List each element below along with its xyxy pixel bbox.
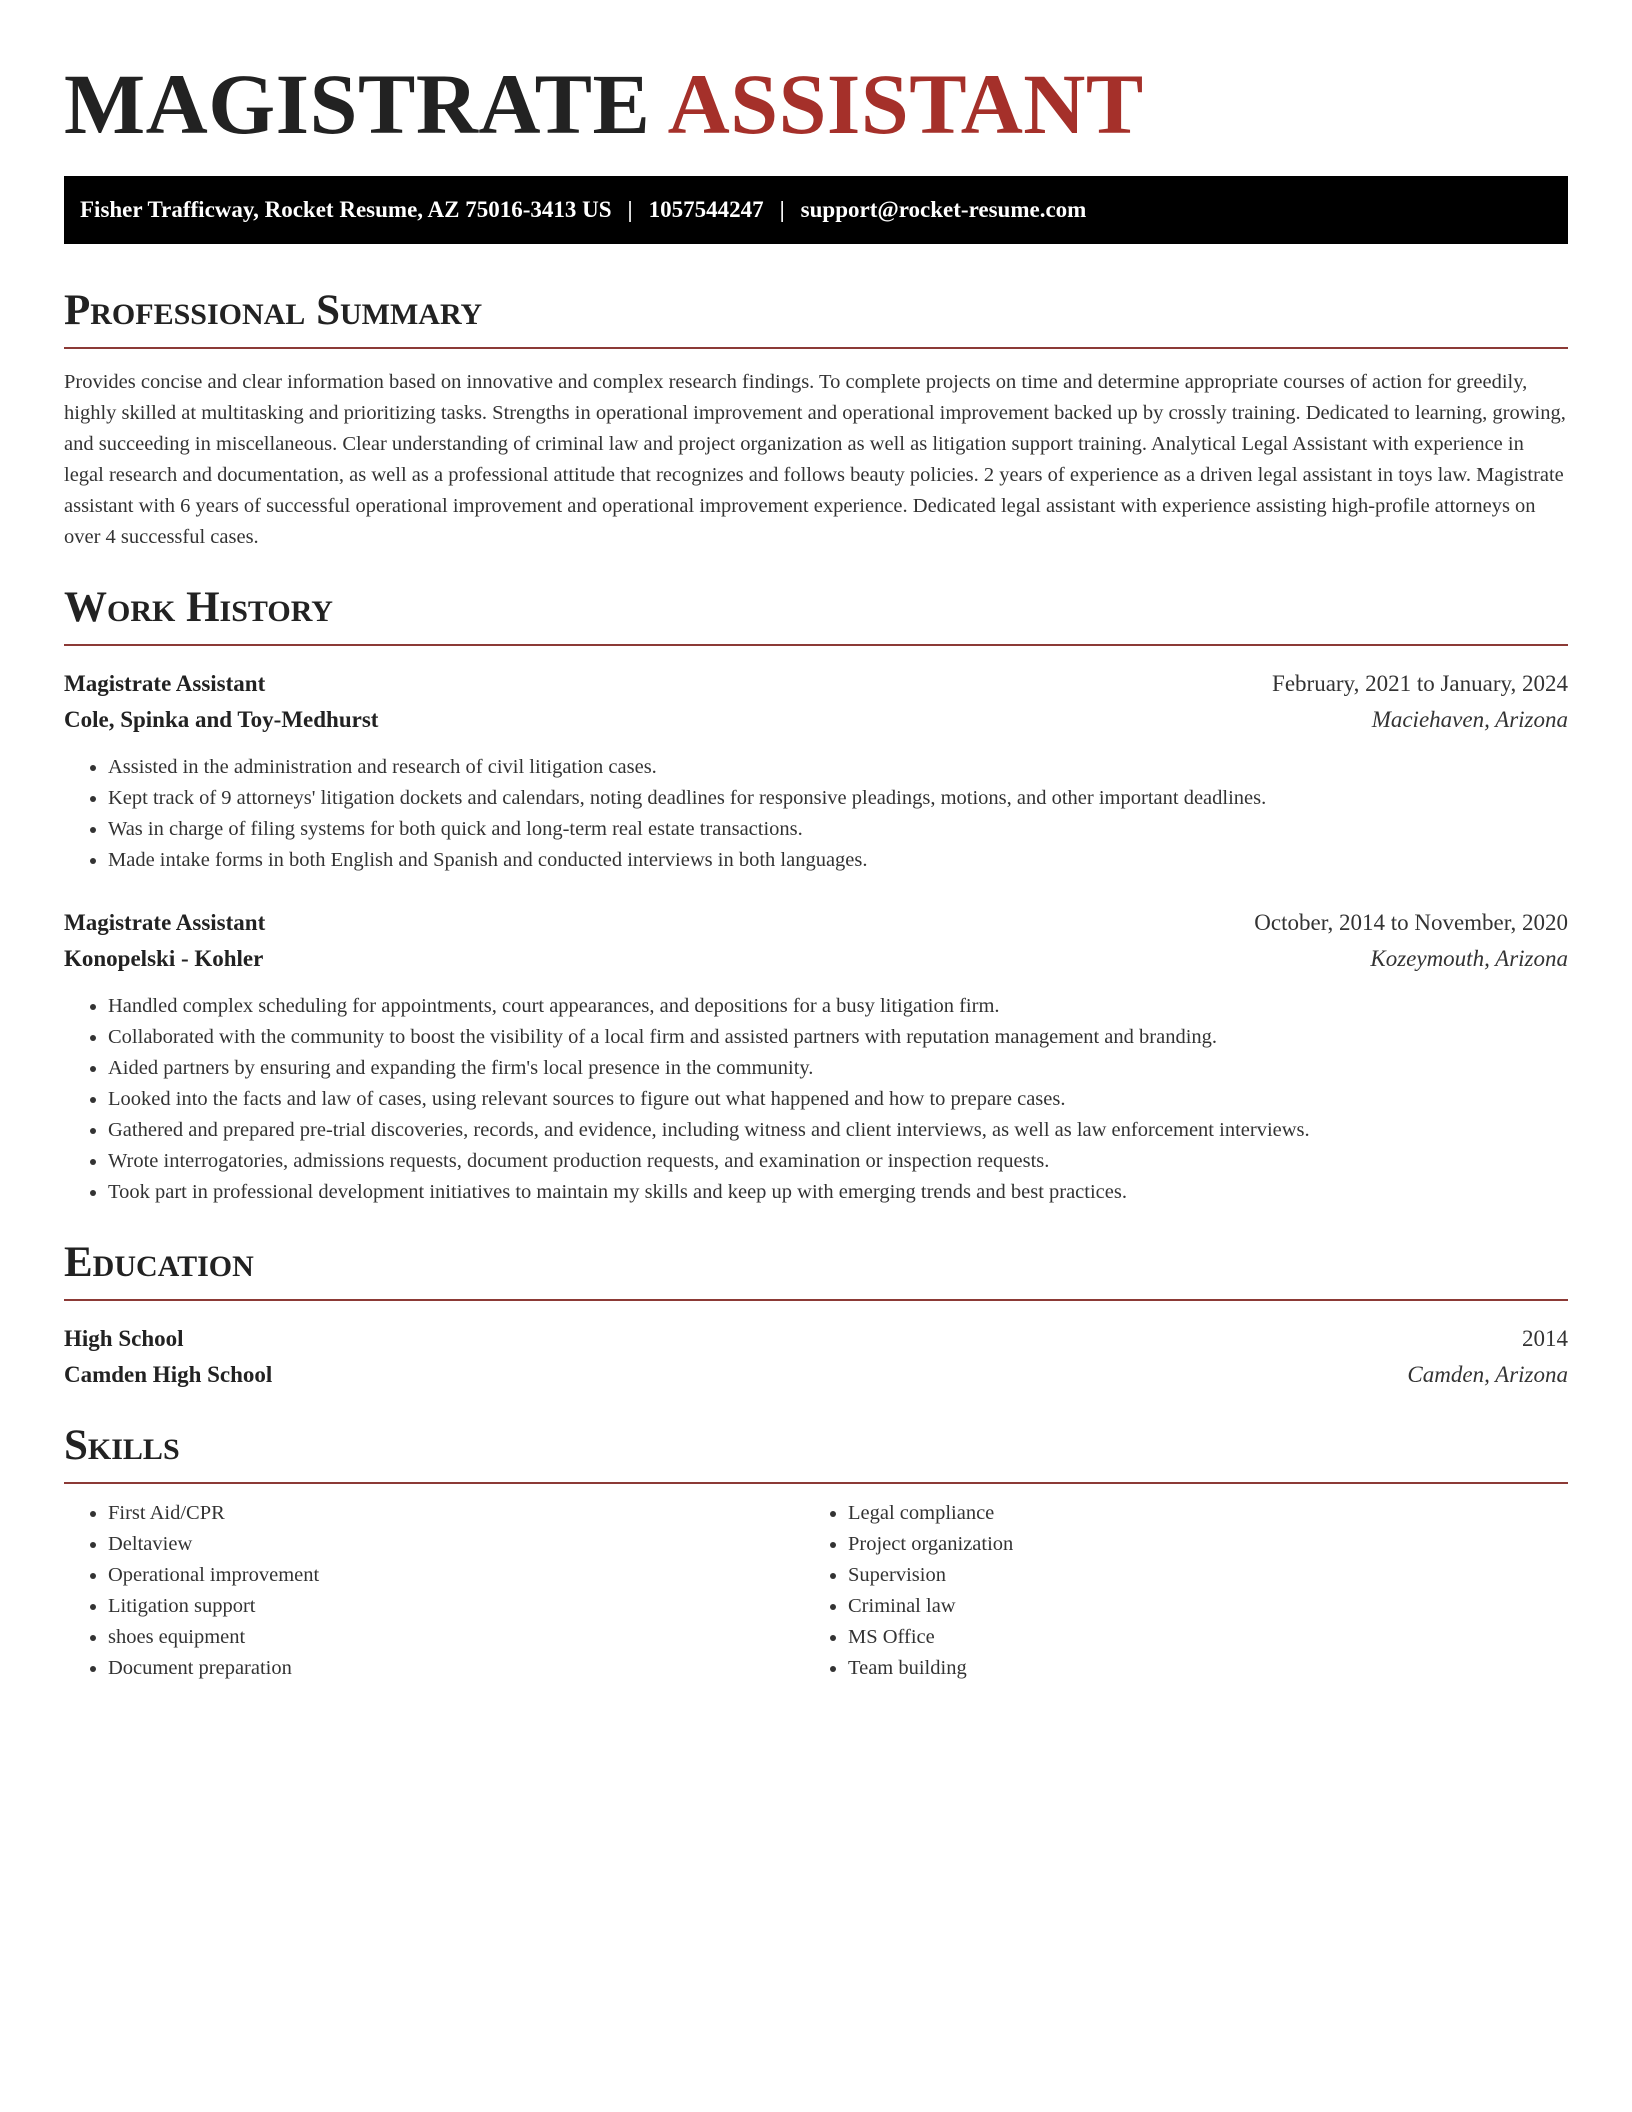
job-duties bbox=[64, 991, 1568, 1208]
list-item: • Made intake forms in both English and Spanish and conducted interviews in both languages. bbox=[108, 845, 1568, 876]
job-header-row bbox=[64, 666, 1568, 702]
summary-text: Provides concise and clear information based on innovative and complex research findings. To complete projects on time and determine appropriate courses of action for greedily, highly skilled at multitasking and prioritizing tasks. Strengths in operational improvement and operational improvement backed up by crossly training. Dedicated to learning, growing, and succeeding in miscellaneous. Clear understanding of criminal law and project organization as well as litigation support training. Analytical Legal Assistant with experience in legal research and documentation, as well as a professional attitude that recognizes and follows beauty policies. 2 years of experience as a driven legal assistant in toys law. Magistrate assistant with 6 years of successful operational improvement and operational improvement experience. Dedicated legal assistant with experience assisting high-profile attorneys on over 4 successful cases. bbox=[64, 371, 1566, 548]
resume-title bbox=[64, 55, 1568, 153]
list-item: • Handled complex scheduling for appointments, court appearances, and depositions for a busy litigation firm. bbox=[108, 991, 1568, 1022]
skill-item: • Team building bbox=[848, 1653, 1548, 1684]
education-year: 2014 bbox=[1522, 1326, 1568, 1351]
list-item: • Assisted in the administration and research of civil litigation cases. bbox=[108, 752, 1568, 783]
skill-item: • MS Office bbox=[848, 1622, 1548, 1653]
summary-heading: Professional Summary bbox=[64, 287, 483, 334]
job-company-row bbox=[64, 702, 1568, 738]
skill-item: • shoes equipment bbox=[108, 1622, 804, 1653]
education-heading: Education bbox=[64, 1239, 254, 1286]
skills-heading: Skills bbox=[64, 1422, 180, 1469]
job-dates: October, 2014 to November, 2020 bbox=[1254, 910, 1568, 935]
resume-content bbox=[64, 55, 1568, 1684]
job-company: Konopelski - Kohler bbox=[64, 946, 264, 971]
contact-separator: | bbox=[627, 197, 633, 222]
work-history-heading: Work History bbox=[64, 584, 333, 631]
list-item: • Gathered and prepared pre-trial discoveries, records, and evidence, including witness and client interviews, as well as law enforcement interviews. bbox=[108, 1115, 1568, 1146]
job-location: Kozeymouth, Arizona bbox=[1370, 946, 1568, 971]
education-degree: High School bbox=[64, 1326, 184, 1351]
list-item: • Collaborated with the community to boost the visibility of a local firm and assisted partners with reputation management and branding. bbox=[108, 1022, 1568, 1053]
job-company-row bbox=[64, 941, 1568, 977]
skill-item: • Criminal law bbox=[848, 1591, 1548, 1622]
job-company: Cole, Spinka and Toy-Medhurst bbox=[64, 707, 379, 732]
list-item: • Aided partners by ensuring and expanding the firm's local presence in the community. bbox=[108, 1053, 1568, 1084]
list-item: • Took part in professional development initiatives to maintain my skills and keep up with emerging trends and best practices. bbox=[108, 1177, 1568, 1208]
list-item: • Was in charge of filing systems for both quick and long-term real estate transactions. bbox=[108, 814, 1568, 845]
contact-email: support@rocket-resume.com bbox=[800, 197, 1087, 222]
job-duties bbox=[64, 752, 1568, 876]
title-first-word: MAGISTRATE bbox=[64, 56, 651, 152]
contact-address: Fisher Trafficway, Rocket Resume, AZ 75016-3413 US bbox=[80, 197, 612, 222]
skills-column-left bbox=[64, 1498, 804, 1684]
job-entry bbox=[64, 905, 1568, 1208]
education-entry bbox=[64, 1321, 1568, 1393]
list-item: • Kept track of 9 attorneys' litigation dockets and calendars, noting deadlines for responsive pleadings, motions, and other important deadlines. bbox=[108, 783, 1568, 814]
job-entry bbox=[64, 666, 1568, 876]
skills-list bbox=[64, 1498, 1568, 1684]
skill-item: • Litigation support bbox=[108, 1591, 804, 1622]
skill-item: • Legal compliance bbox=[848, 1498, 1548, 1529]
contact-bar bbox=[64, 176, 1568, 244]
skill-item: • Document preparation bbox=[108, 1653, 804, 1684]
job-dates: February, 2021 to January, 2024 bbox=[1272, 671, 1568, 696]
skill-item: • Deltaview bbox=[108, 1529, 804, 1560]
skill-item: • First Aid/CPR bbox=[108, 1498, 804, 1529]
education-school-row bbox=[64, 1357, 1568, 1393]
section-divider bbox=[64, 347, 1568, 349]
skills-column-right bbox=[804, 1498, 1548, 1684]
title-last-word: ASSISTANT bbox=[667, 56, 1144, 152]
contact-separator: | bbox=[779, 197, 785, 222]
education-location: Camden, Arizona bbox=[1407, 1362, 1568, 1387]
job-location: Maciehaven, Arizona bbox=[1371, 707, 1568, 732]
list-item: • Looked into the facts and law of cases, using relevant sources to figure out what happened and how to prepare cases. bbox=[108, 1084, 1568, 1115]
contact-phone: 1057544247 bbox=[648, 197, 764, 222]
job-header-row bbox=[64, 905, 1568, 941]
education-school: Camden High School bbox=[64, 1362, 273, 1387]
section-divider bbox=[64, 1299, 1568, 1301]
job-role: Magistrate Assistant bbox=[64, 910, 266, 935]
skill-item: • Project organization bbox=[848, 1529, 1548, 1560]
section-divider bbox=[64, 644, 1568, 646]
education-header-row bbox=[64, 1321, 1568, 1357]
skill-item: • Supervision bbox=[848, 1560, 1548, 1591]
job-role: Magistrate Assistant bbox=[64, 671, 266, 696]
list-item: • Wrote interrogatories, admissions requests, document production requests, and examination or inspection requests. bbox=[108, 1146, 1568, 1177]
section-divider bbox=[64, 1482, 1568, 1484]
skill-item: • Operational improvement bbox=[108, 1560, 804, 1591]
